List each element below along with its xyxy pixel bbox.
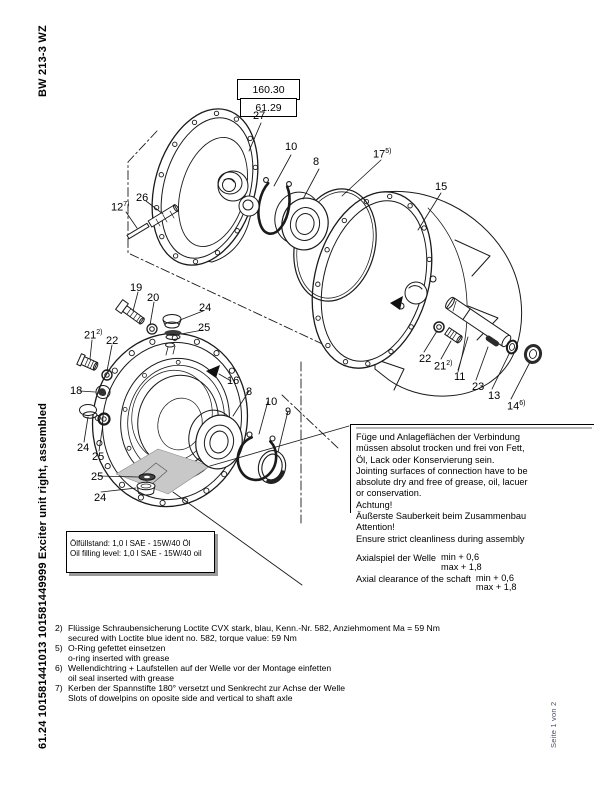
note-en-line: absolute dry and free of grease, oil, lacuer: [356, 477, 528, 488]
axial-max-value: max + 1,8: [441, 561, 482, 572]
part-label-12: 12$^{7)}$: [111, 201, 130, 214]
cap-24-a-drawing: [163, 315, 181, 329]
footnote-5-en: o-ring inserted with grease: [68, 653, 170, 663]
part-label-27: 27: [253, 110, 266, 122]
part-label-24: 24: [199, 302, 212, 314]
note-en-line: or conservation.: [356, 488, 422, 499]
attention-line: Achtung!: [356, 499, 393, 510]
part-label-19: 19: [130, 282, 143, 294]
note-en-line: Jointing surfaces of connection have to be: [356, 465, 528, 476]
bearing-flange-drawing: [77, 319, 264, 521]
oil-level-en: Oil filling level: 1,0 l SAE - 15W/40 oil: [70, 548, 202, 558]
axial-en-label: Axial clearance of the schaft: [356, 573, 471, 584]
part-label-22: 22: [106, 335, 119, 347]
part-label-25: 25: [92, 451, 105, 463]
note-de-line: Öl, Lack oder Konservierung sein.: [356, 454, 495, 465]
axial-clearance-en: [356, 574, 592, 594]
footnote-5-de: 5) O-Ring gefettet einsetzen: [55, 643, 166, 653]
axial-min-value: min + 0,6: [441, 551, 480, 562]
dimension-box-group: 160.30: [237, 79, 300, 100]
model-code-vertical: BW 213-3 WZ: [37, 25, 49, 97]
part-label-20: 20: [147, 292, 160, 304]
assembly-title-vertical: 61.24 101581441013 101581449999 Exciter unit right, assembled: [37, 402, 49, 749]
footnote-7-de: 7) Kerben der Spannstifte 180° versetzt und Senkrecht zur Achse der Welle: [55, 683, 346, 693]
part-label-22: 22: [419, 353, 432, 365]
attention-line: Ensure strict cleanliness during assembly: [356, 533, 525, 544]
note-box-border: [350, 425, 351, 513]
part-label-10: 10: [285, 141, 298, 153]
part-label-17: 17$^{5)}$: [373, 148, 392, 161]
seal-ring-14-drawing: [524, 344, 543, 364]
part-label-8: 8: [246, 386, 253, 398]
part-label-25: 25: [91, 471, 104, 483]
part-label-8: 8: [313, 156, 320, 168]
exciter-housing-drawing: [294, 178, 522, 396]
part-label-18: 18: [70, 385, 83, 397]
footnote-2-en: secured with Loctite blue ident no. 582, torque value: 59 Nm: [68, 633, 297, 643]
note-box-shadow: [356, 427, 592, 429]
pin-12-drawing: [127, 223, 149, 238]
footnotes: [55, 623, 600, 703]
part-label-10: 10: [265, 396, 278, 408]
note-de-line: Füge und Anlageflächen der Verbindung: [356, 432, 520, 442]
axial-max-value: max + 1,8: [475, 582, 517, 593]
attention-line: Äußerste Sauberkeit beim Zusammenbau: [356, 511, 527, 522]
housing-cover-drawing: [135, 96, 275, 277]
bolt-19-drawing: [116, 300, 147, 327]
footnote-6-en: oil seal inserted with grease: [68, 673, 175, 683]
part-label-13: 13: [488, 390, 501, 402]
dimension-box-subgroup: 61.29: [240, 98, 297, 117]
page-number-vertical: Seite 1 von 2: [549, 701, 558, 748]
oil-level-de: Ölfüllstand: 1,0 l SAE - 15W/40 Öl: [70, 539, 191, 548]
part-label-23: 23: [472, 381, 485, 393]
axial-min-value: min + 0,6: [475, 572, 514, 583]
part-label-21: 21$^{2)}$: [84, 329, 103, 342]
washer-25-c-drawing: [139, 474, 155, 480]
part-label-9: 9: [285, 406, 292, 418]
footnote-6-de: 6) Wellendichtring + Laufstellen auf der Welle vor der Montage einfetten: [55, 663, 332, 673]
washer-20-drawing: [147, 324, 157, 334]
part-label-21: 21$^{2)}$: [434, 360, 453, 373]
attention-line: Attention!: [356, 522, 395, 533]
oil-level-box: [66, 531, 215, 573]
note-de-line: müssen absolut trocken und frei von Fett,: [356, 443, 525, 454]
axial-clearance-de: [356, 553, 592, 573]
assembly-note-box: [350, 424, 594, 593]
part-label-14: 14$^{6)}$: [507, 400, 526, 413]
bolt-21-left-drawing: [77, 354, 100, 372]
footnote-7-en: Slots of dowelpins on oposite side and vertical to shaft axle: [68, 693, 293, 703]
part-label-15: 15: [435, 181, 448, 193]
part-label-26: 26: [136, 192, 149, 204]
axial-de-label: Axialspiel der Welle: [356, 552, 437, 563]
part-label-11: 11: [454, 371, 466, 383]
footnote-2-de: 2) Flüssige Schraubensicherung Loctite CVX stark, blau, Kenn.-Nr. 582, Anziehmoment Ma = 59 Nm: [55, 623, 440, 633]
part-label-24: 24: [77, 442, 90, 454]
part-label-16: 16: [227, 375, 240, 387]
part-label-25: 25: [198, 322, 211, 334]
part-label-24: 24: [94, 492, 107, 504]
